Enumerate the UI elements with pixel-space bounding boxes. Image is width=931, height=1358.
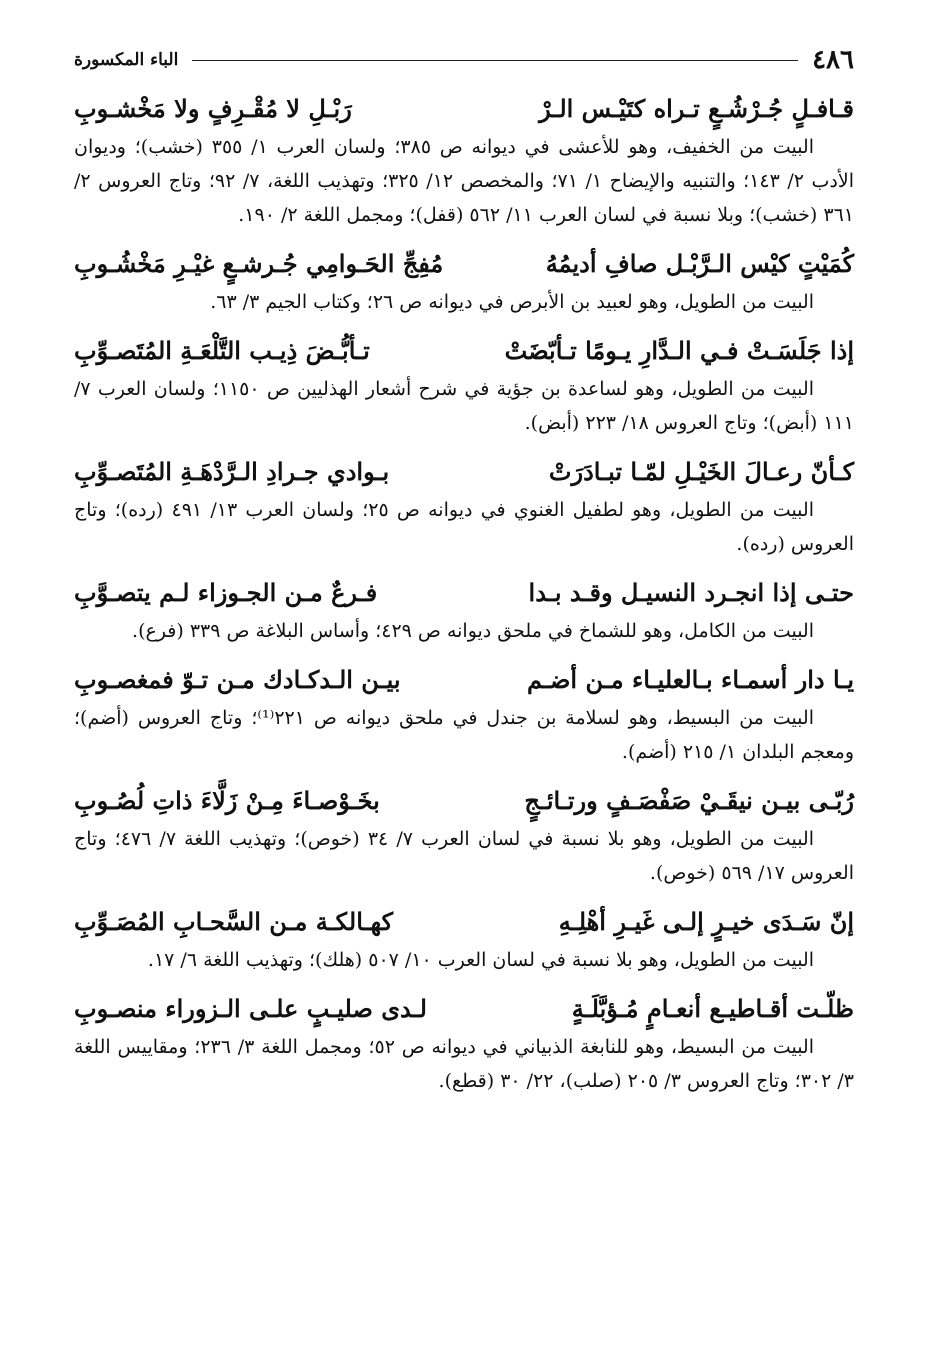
verse-entry: [74, 988, 854, 1098]
source-note: البيت من الخفيف، وهو للأعشى في ديوانه ص ٣٨٥؛ ولسان العرب ١/ ٣٥٥ (خشب)؛ وديوان الأدب ٢/ ١٤٣؛ والتنبيه والإيضاح ١/ ٧١؛ والمخصص ١٢/ ٣٢٥؛ وتهذيب اللغة، ٧/ ٩٢؛ وتاج العروس ٢/ ٣٦١ (خشب)؛ وبلا نسبة في لسان العرب ١١/ ٥٦٢ (قفل)؛ ومجمل اللغة ٢/ ١٩٠.: [74, 136, 854, 226]
second-hemistich: مُفِجِّ الحَـوامِي جُـرشـعٍ غيْـرِ مَخْشُـوبِ: [74, 249, 444, 278]
verse-entry: [74, 88, 854, 232]
source-note: البيت من الطويل، وهو بلا نسبة في لسان العرب ١٠/ ٥٠٧ (هلك)؛ وتهذيب اللغة ٦/ ١٧.: [147, 949, 814, 971]
second-hemistich: بيـن الـدكـادك مـن تـوّ فمغصـوبِ: [74, 665, 401, 694]
verse-entry: [74, 659, 854, 769]
verse-line: [74, 780, 854, 822]
verse-entry: [74, 901, 854, 977]
page: [74, 40, 854, 1109]
verse-line: [74, 988, 854, 1030]
first-hemistich: قـافـلٍ جُـرْشُـعٍ تـراه كتَيْـس الـرْ: [539, 94, 854, 123]
page-number: ٤٨٦: [812, 45, 854, 75]
second-hemistich: تـأبُّـضَ ذِيـب التَّلْعَـةِ المُتَصـوِّبِ: [74, 336, 370, 365]
first-hemistich: كُمَيْتٍ كيْس الـرَّبْـل صافِ أديمُهُ: [545, 249, 854, 278]
verse-line: [74, 901, 854, 943]
verse-entry: [74, 330, 854, 440]
verse-entry: [74, 451, 854, 561]
source-note: البيت من الكامل، وهو للشماخ في ملحق ديوانه ص ٤٢٩؛ وأساس البلاغة ص ٣٣٩ (فرع).: [132, 620, 814, 642]
second-hemistich: رَبْـلِ لا مُقْـرِفٍ ولا مَخْشـوبِ: [74, 94, 352, 123]
first-hemistich: إنّ سَـدَى خيـرٍ إلـى غَيـرِ أهْلِـهِ: [558, 907, 854, 936]
verse-line: [74, 451, 854, 493]
header-rule: [192, 60, 798, 61]
source-note: البيت من الطويل، وهو لطفيل الغنوي في ديوانه ص ٢٥؛ ولسان العرب ١٣/ ٤٩١ (رده)؛ وتاج العروس (رده).: [74, 499, 854, 555]
verse-entry: [74, 572, 854, 648]
verse-line: [74, 243, 854, 285]
second-hemistich: بـوادي جـرادِ الـرَّدْهَـةِ المُتَصـوِّبِ: [74, 457, 390, 486]
verse-line: [74, 330, 854, 372]
first-hemistich: ظلّـت أقـاطيـع أنعـامٍ مُـؤبَّلَـةٍ: [571, 994, 854, 1023]
running-title: الباء المكسورة: [74, 50, 179, 70]
second-hemistich: فـرعٌ مـن الجـوزاء لـم يتصـوَّبِ: [74, 578, 378, 607]
source-note: البيت من البسيط، وهو لسلامة بن جندل في ملحق ديوانه ص ٢٢١⁽¹⁾؛ وتاج العروس (أضم)؛ ومعجم البلدان ١/ ٢١٥ (أضم).: [74, 707, 854, 763]
second-hemistich: لـدى صليـبٍ علـى الـزوراء منصـوبِ: [74, 994, 427, 1023]
source-note: البيت من الطويل، وهو لعبيد بن الأبرص في ديوانه ص ٢٦؛ وكتاب الجيم ٣/ ٦٣.: [210, 291, 814, 313]
verse-line: [74, 88, 854, 130]
first-hemistich: إذا جَلَسَـتْ فـي الـدَّارِ يـومًا تـأبّضَتْ: [504, 336, 854, 365]
verse-entry: [74, 243, 854, 319]
verse-entry: [74, 780, 854, 890]
first-hemistich: كـأنّ رعـالَ الخَيْـلِ لمّـا تبـادَرَتْ: [548, 457, 854, 486]
source-note: البيت من الطويل، وهو لساعدة بن جؤية في شرح أشعار الهذليين ص ١١٥٠؛ ولسان العرب ٧/ ١١١ (أبض)؛ وتاج العروس ١٨/ ٢٢٣ (أبض).: [74, 378, 854, 434]
source-note: البيت من الطويل، وهو بلا نسبة في لسان العرب ٧/ ٣٤ (خوص)؛ وتهذيب اللغة ٧/ ٤٧٦؛ وتاج العروس ١٧/ ٥٦٩ (خوص).: [74, 828, 854, 884]
first-hemistich: رُبّـى بيـن نيقَـيْ صَفْصَـفٍ ورتـائـجٍ: [524, 786, 854, 815]
page-header: [74, 40, 854, 80]
first-hemistich: يـا دار أسمـاء بـالعليـاء مـن أضـم: [527, 665, 854, 694]
first-hemistich: حتـى إذا انجـرد النسيـل وقـد بـدا: [528, 578, 854, 607]
verse-line: [74, 659, 854, 701]
second-hemistich: كهـالكـة مـن السَّحـابِ المُصَـوِّبِ: [74, 907, 394, 936]
second-hemistich: بخَـوْصـاءَ مِـنْ زَلَّاءَ ذاتِ لُصُـوبِ: [74, 786, 380, 815]
verse-line: [74, 572, 854, 614]
source-note: البيت من البسيط، وهو للنابغة الذبياني في ديوانه ص ٥٢؛ ومجمل اللغة ٣/ ٢٣٦؛ ومقاييس اللغة ٣/ ٣٠٢؛ وتاج العروس ٣/ ٢٠٥ (صلب)، ٢٢/ ٣٠ (قطع).: [74, 1036, 854, 1092]
